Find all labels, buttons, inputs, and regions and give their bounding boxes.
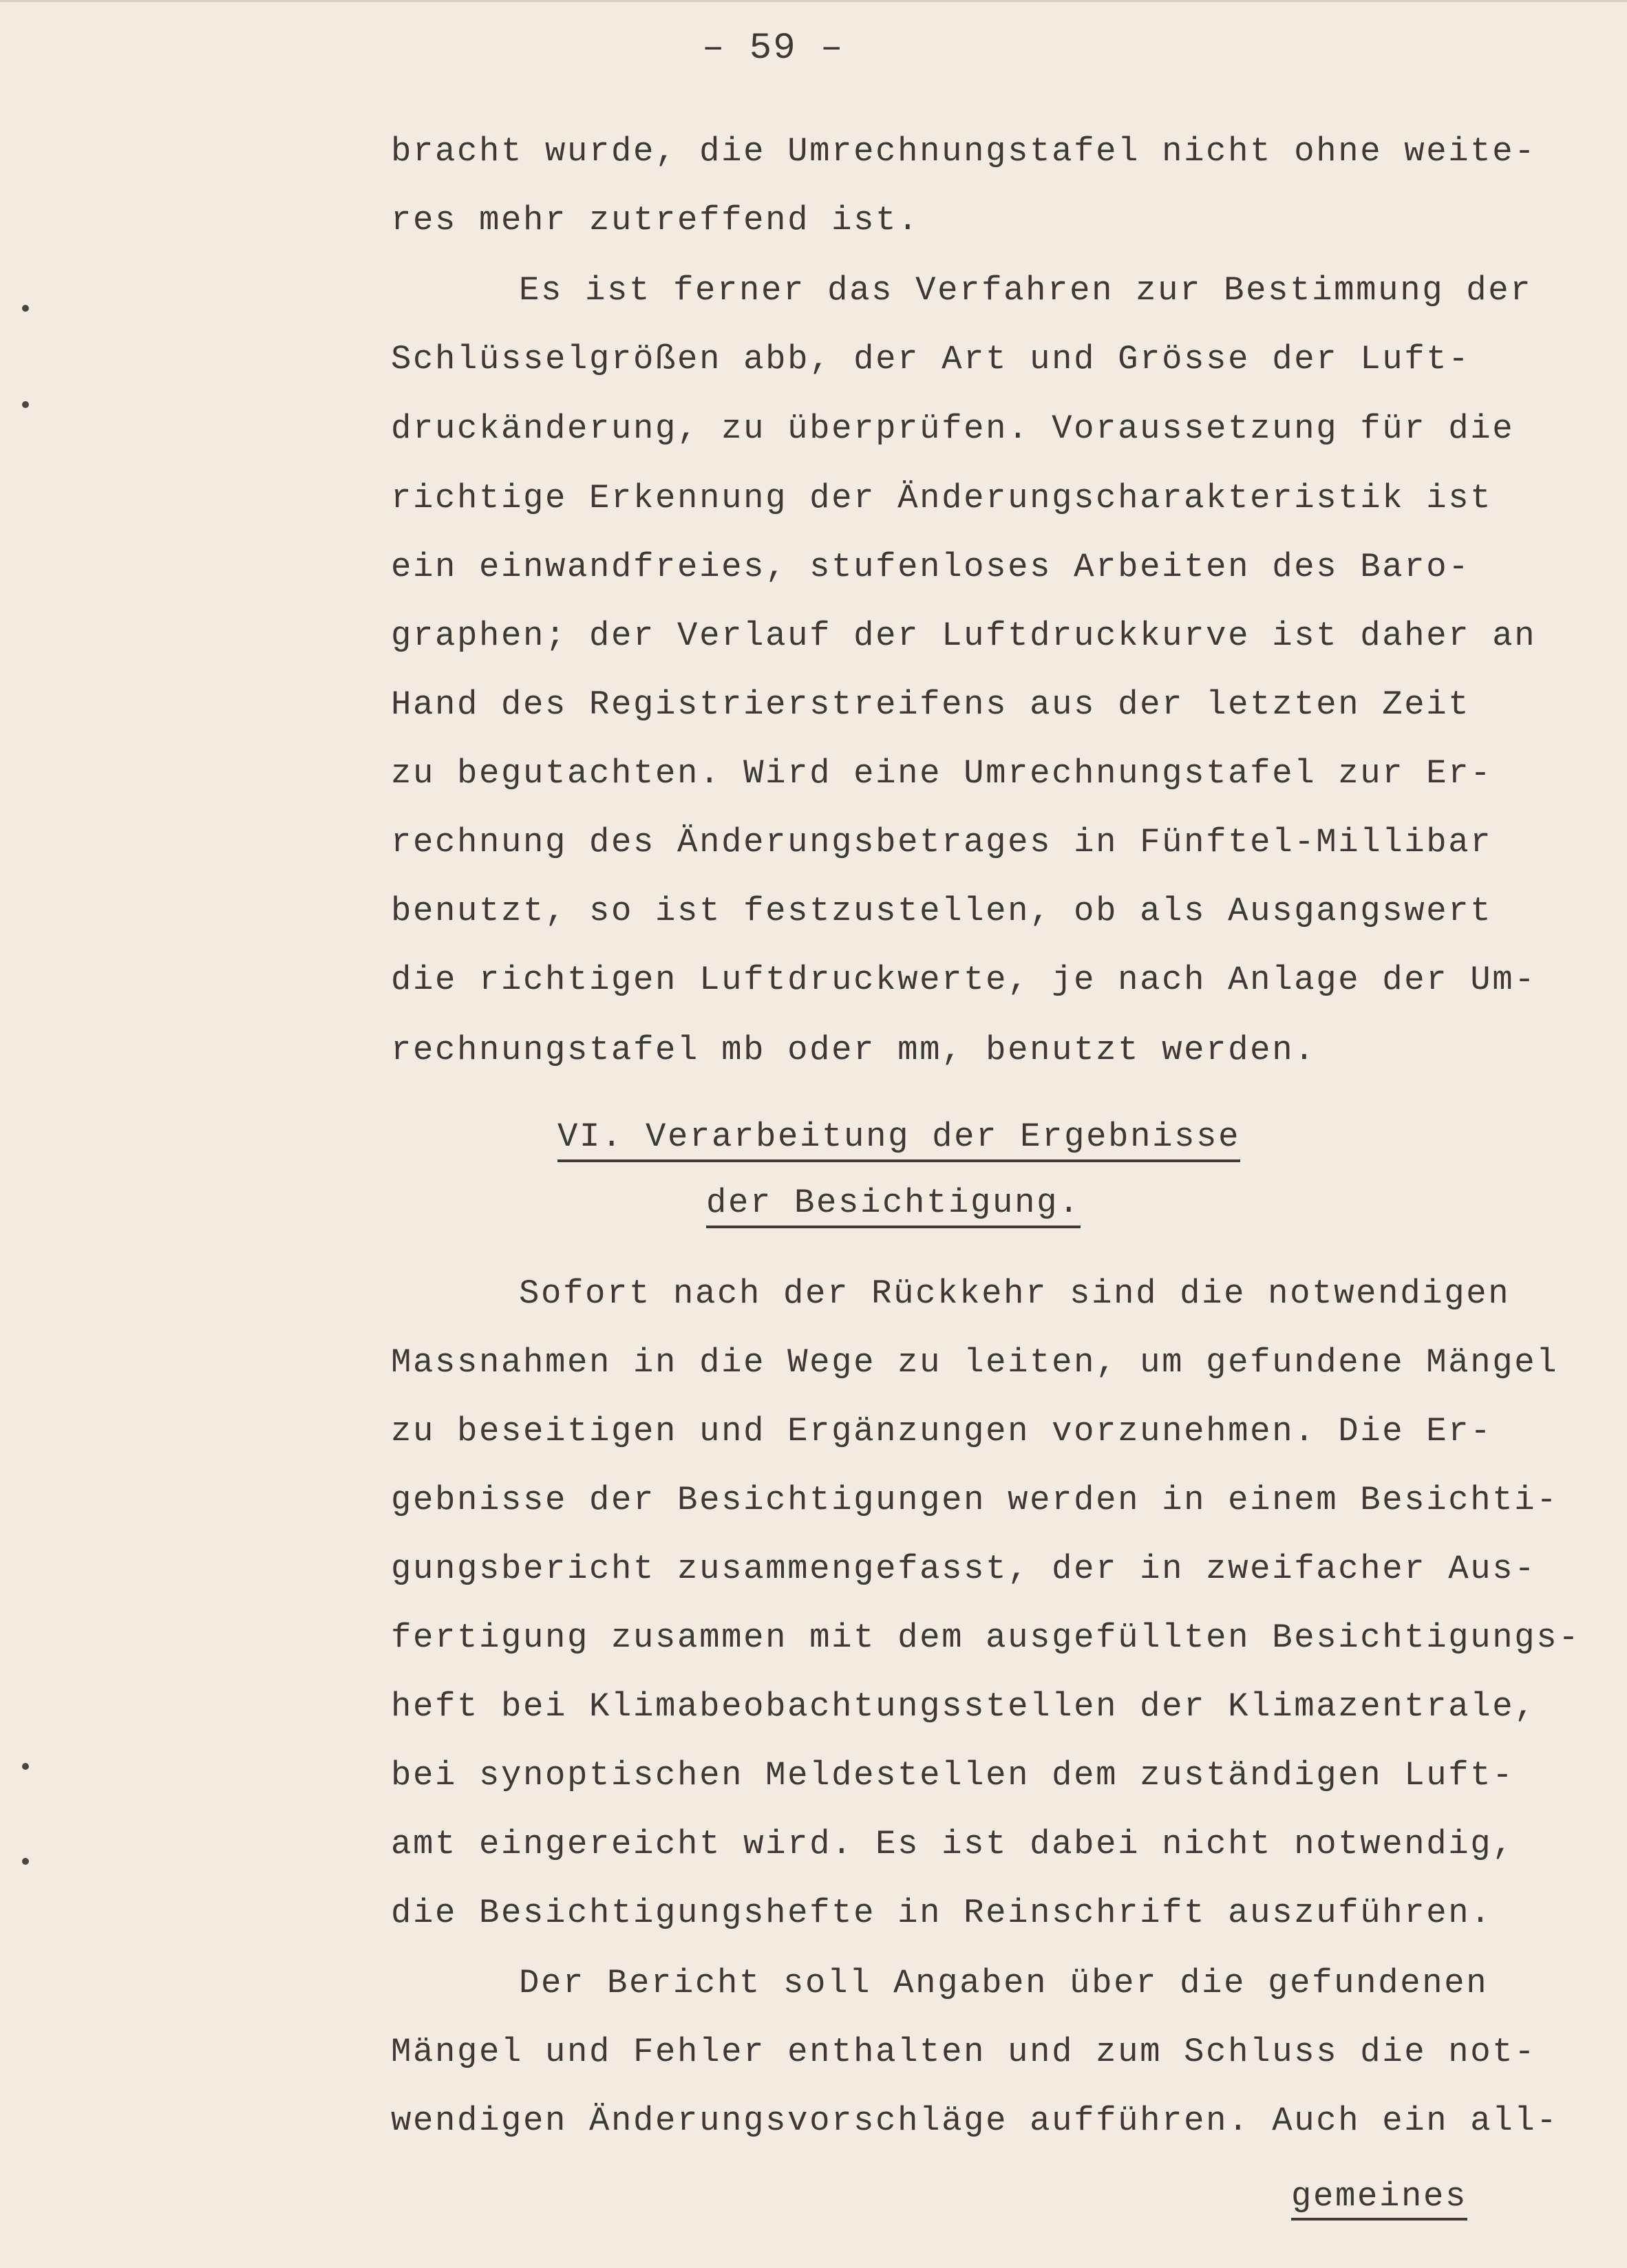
paragraph-line: wendigen Änderungsvorschläge aufführen. Auch ein all- <box>391 2101 1559 2140</box>
paragraph-line: Schlüsselgrößen abb, der Art und Grösse der Luft- <box>391 340 1471 378</box>
paragraph-line: graphen; der Verlauf der Luftdruckkurve ist daher an <box>391 617 1537 655</box>
margin-dot-3 <box>22 1763 29 1770</box>
paragraph-line: Massnahmen in die Wege zu leiten, um gefundene Mängel <box>391 1343 1559 1382</box>
paragraph-line: Sofort nach der Rückkehr sind die notwendigen <box>519 1274 1511 1313</box>
paragraph-line: rechnungstafel mb oder mm, benutzt werden. <box>391 1031 1317 1069</box>
paragraph-line: rechnung des Änderungsbetrages in Fünftel-Millibar <box>391 823 1493 862</box>
paragraph-line: gungsbericht zusammengefasst, der in zweifacher Aus- <box>391 1550 1537 1588</box>
paragraph-line: zu beseitigen und Ergänzungen vorzunehmen. Die Er- <box>391 1412 1493 1451</box>
paragraph-line: fertigung zusammen mit dem ausgefüllten Besichtigungs- <box>391 1618 1581 1657</box>
paragraph-line: Mängel und Fehler enthalten und zum Schluss die not- <box>391 2033 1537 2071</box>
paragraph-line: benutzt, so ist festzustellen, ob als Ausgangswert <box>391 892 1493 930</box>
section-heading-line-2: der Besichtigung. <box>706 1186 1081 1228</box>
paragraph-line: gebnisse der Besichtigungen werden in einem Besichti- <box>391 1481 1559 1519</box>
paragraph-line: die Besichtigungshefte in Reinschrift auszuführen. <box>391 1894 1493 1932</box>
paragraph-line: bracht wurde, die Umrechnungstafel nicht ohne weite- <box>391 132 1537 171</box>
margin-dot-1 <box>22 305 29 312</box>
paragraph-line: amt eingereicht wird. Es ist dabei nicht notwendig, <box>391 1825 1515 1863</box>
paragraph-line: ein einwandfreies, stufenloses Arbeiten des Baro- <box>391 548 1471 586</box>
catchword: gemeines <box>1291 2180 1467 2221</box>
paragraph-line: zu begutachten. Wird eine Umrechnungstafel zur Er- <box>391 754 1493 793</box>
paragraph-line: heft bei Klimabeobachtungsstellen der Klimazentrale, <box>391 1687 1537 1726</box>
paragraph-line: Es ist ferner das Verfahren zur Bestimmung der <box>519 271 1533 310</box>
paragraph-line: die richtigen Luftdruckwerte, je nach Anlage der Um- <box>391 961 1537 999</box>
paragraph-line: druckänderung, zu überprüfen. Voraussetzung für die <box>391 409 1515 448</box>
paragraph-line: Hand des Registrierstreifens aus der letzten Zeit <box>391 685 1471 724</box>
page-edge <box>0 0 1627 2</box>
paragraph-line: richtige Erkennung der Änderungscharakteristik ist <box>391 479 1493 517</box>
section-heading-line-1: VI. Verarbeitung der Ergebnisse <box>557 1120 1240 1162</box>
paragraph-line: Der Bericht soll Angaben über die gefundenen <box>519 1964 1489 2002</box>
margin-dot-2 <box>22 401 29 408</box>
margin-dot-4 <box>22 1858 29 1865</box>
page-number: – 59 – <box>702 28 844 69</box>
paragraph-line: res mehr zutreffend ist. <box>391 201 920 239</box>
paragraph-line: bei synoptischen Meldestellen dem zuständigen Luft- <box>391 1756 1515 1795</box>
